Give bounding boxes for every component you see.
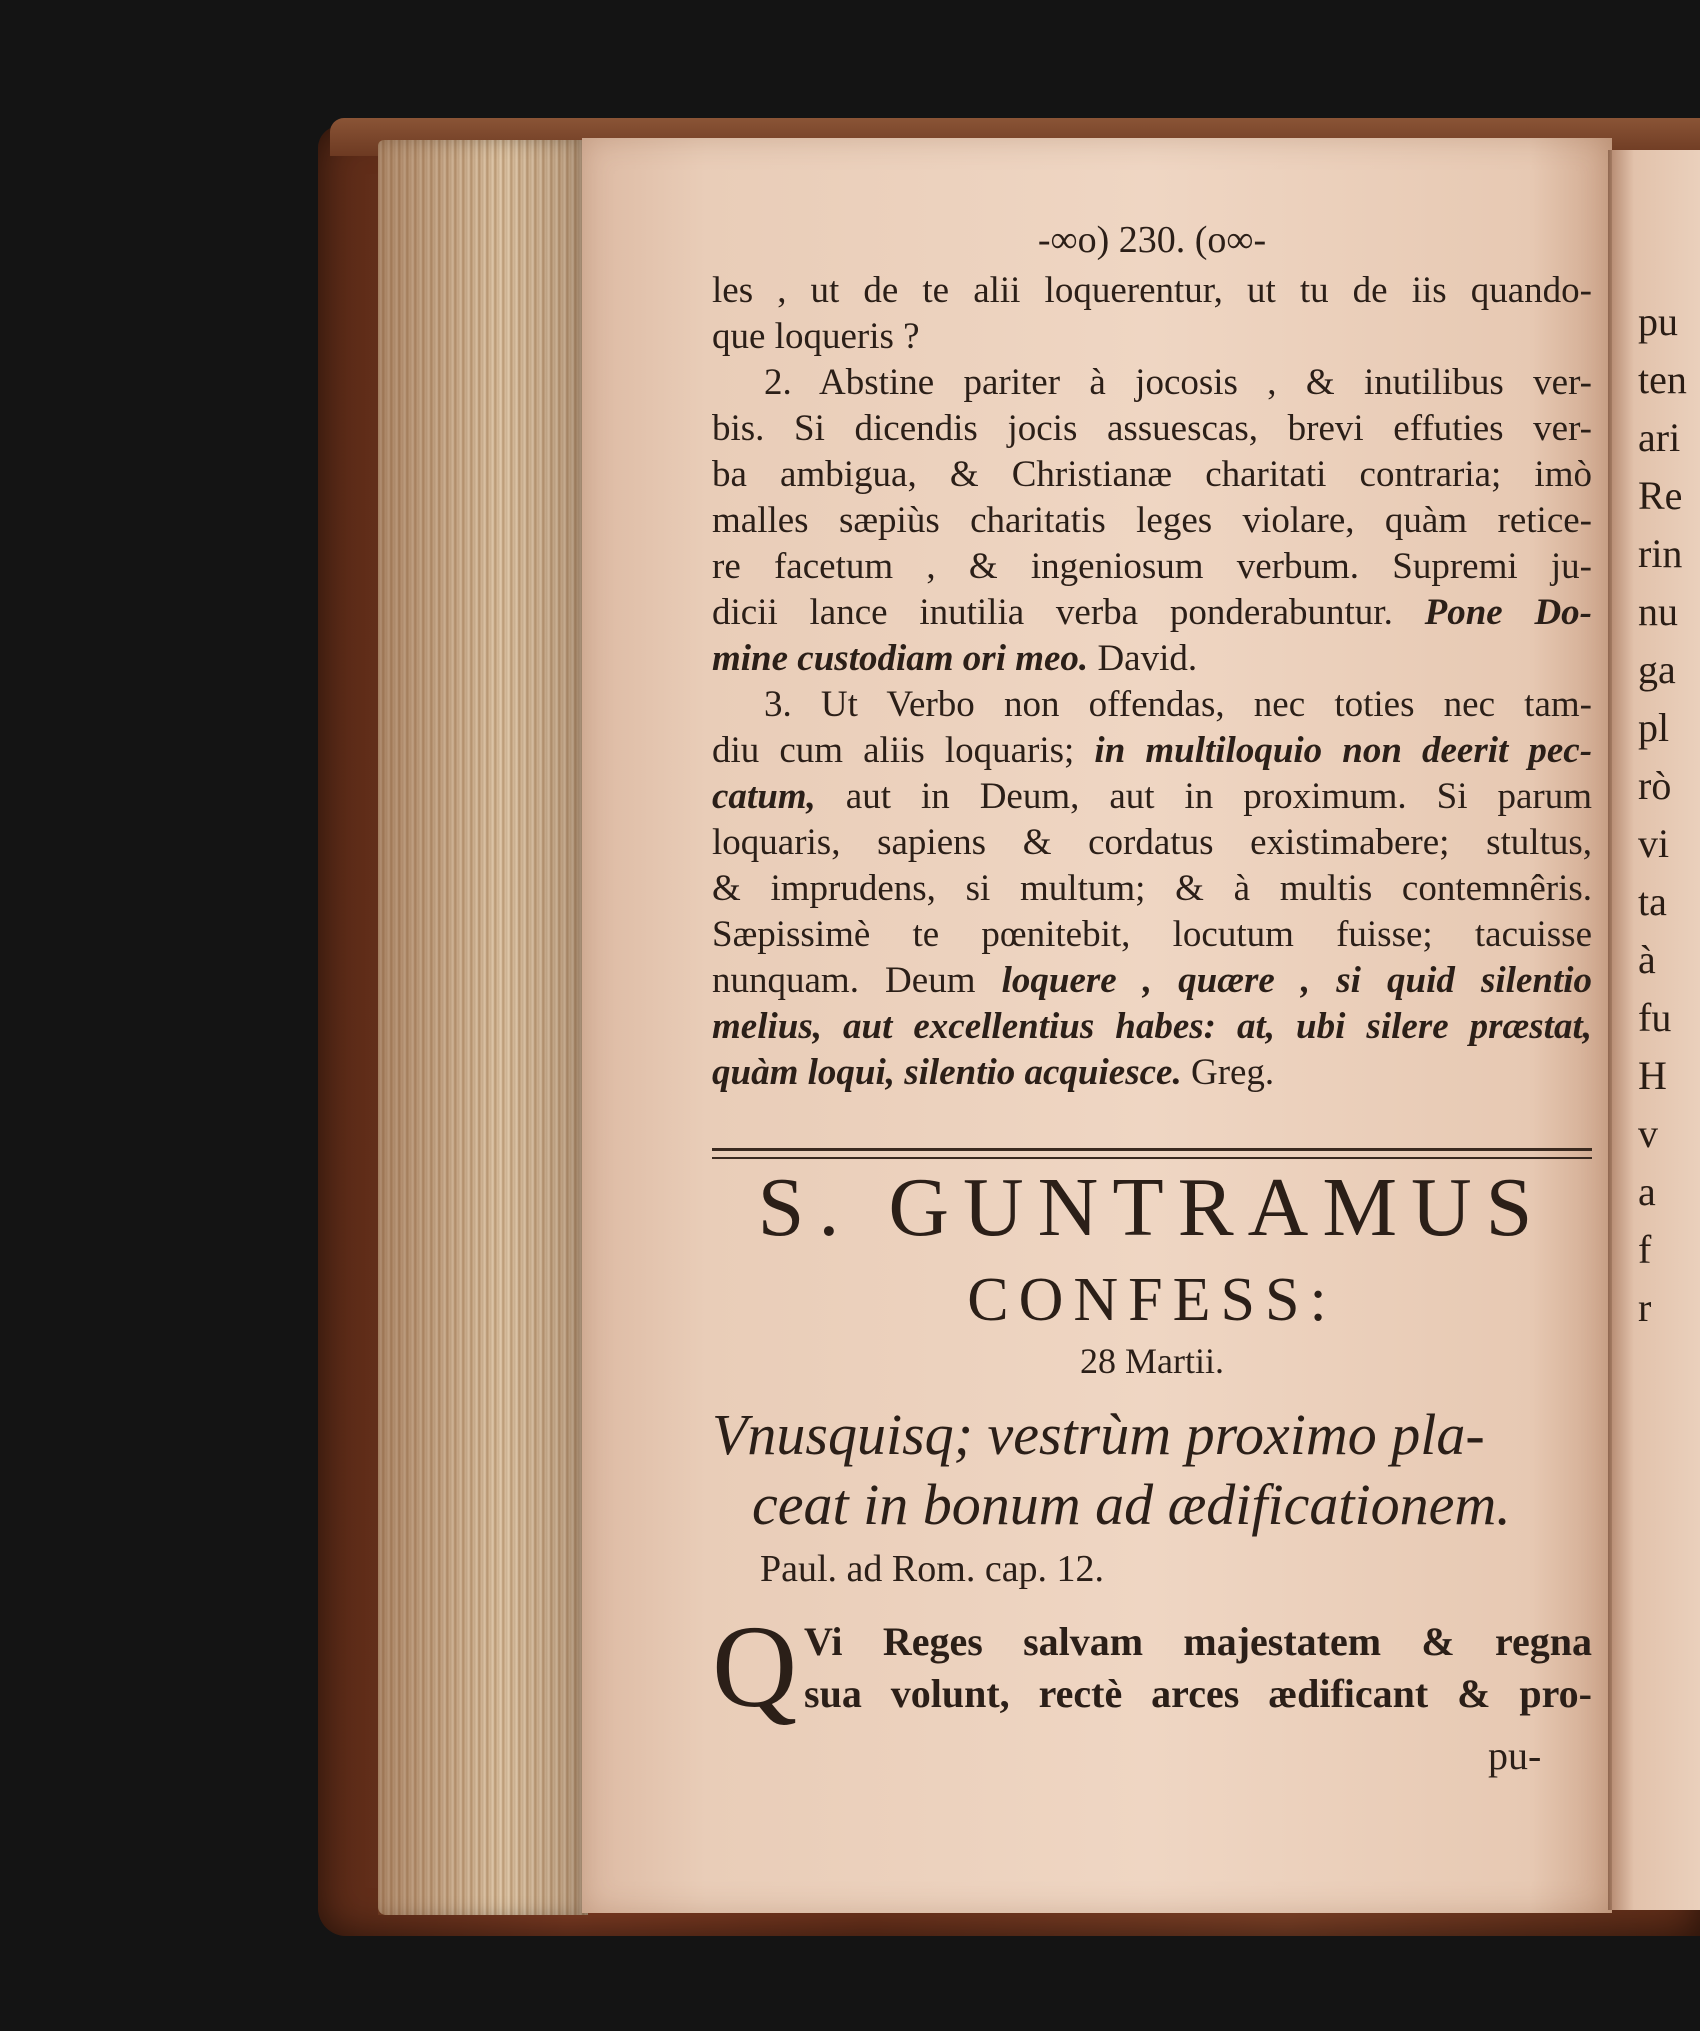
- scripture-italic: catum,: [712, 776, 816, 817]
- epigraph-line: Vnusquisq; vestrùm proximo pla-: [712, 1402, 1485, 1467]
- text-line: 3. Ut Verbo non offendas, nec toties nec tam-: [764, 684, 1592, 725]
- text-line-segment: diu cum aliis loquaris;: [712, 730, 1075, 771]
- text-line: ba ambigua, & Christianæ charitati contraria; imò: [712, 454, 1592, 495]
- text-line-segment: dicii lance inutilia verba ponderabuntur.: [712, 592, 1393, 633]
- text-line: loquaris, sapiens & cordatus existimabere; stultus,: [712, 822, 1592, 863]
- body-line: Vi Reges salvam majestatem & regna: [804, 1619, 1592, 1664]
- text-line: 2. Abstine pariter à jocosis , & inutilibus ver-: [764, 362, 1592, 403]
- text-line: [712, 774, 1592, 820]
- scripture-italic: in multiloquio non deerit pec-: [1094, 730, 1593, 771]
- facing-page-fragment: ta: [1638, 879, 1667, 924]
- facing-page-fragment: fu: [1638, 995, 1672, 1040]
- text-line: que loqueris ?: [712, 316, 920, 357]
- epigraph-reference: Paul. ad Rom. cap. 12.: [760, 1548, 1105, 1590]
- facing-page-fragment: H: [1638, 1053, 1667, 1098]
- citation: David.: [1097, 638, 1198, 679]
- catchword: pu-: [1488, 1733, 1542, 1778]
- section-subtitle: CONFESS:: [967, 1266, 1337, 1334]
- body-line: sua volunt, rectè arces ædificant & pro-: [804, 1671, 1592, 1716]
- facing-page-fragment: pu: [1638, 299, 1678, 344]
- text-line: Sæpissimè te pœnitebit, locutum fuisse; tacuisse: [712, 914, 1592, 955]
- facing-page-fragment: vi: [1638, 821, 1670, 866]
- scripture-italic: melius, aut excellentius habes: at, ubi silere præstat,: [712, 1006, 1592, 1047]
- epigraph-line: ceat in bonum ad ædificationem.: [752, 1472, 1511, 1537]
- citation: Greg.: [1190, 1052, 1275, 1093]
- facing-page-fragment: rin: [1638, 531, 1683, 576]
- facing-page-fragment: a: [1638, 1169, 1656, 1214]
- text-line: [712, 636, 1592, 682]
- scripture-italic: mine custodiam ori meo.: [712, 638, 1089, 679]
- text-line-segment: aut in Deum, aut in proximum. Si parum: [845, 776, 1592, 817]
- book-page-right: [1612, 150, 1700, 1910]
- scripture-italic: quàm loqui, silentio acquiesce.: [712, 1052, 1182, 1093]
- text-line: [712, 590, 1592, 636]
- facing-page-fragment: v: [1638, 1111, 1658, 1156]
- text-line: [712, 1004, 1592, 1050]
- text-line: [712, 958, 1592, 1004]
- scripture-italic: Pone Do-: [1424, 592, 1592, 633]
- facing-page-fragment: à: [1638, 937, 1656, 982]
- facing-page-fragment: f: [1638, 1227, 1652, 1272]
- text-line: [712, 728, 1592, 774]
- facing-page-fragment: ten: [1638, 357, 1687, 402]
- text-line: bis. Si dicendis jocis assuescas, brevi effuties ver-: [712, 408, 1592, 449]
- section-title: S. GUNTRAMUS: [757, 1161, 1547, 1254]
- text-line: [712, 1050, 1592, 1096]
- text-line-segment: nunquam. Deum: [712, 960, 976, 1001]
- facing-page-fragment: Re: [1638, 473, 1683, 518]
- feast-date: 28 Martii.: [1080, 1341, 1224, 1381]
- text-line: re facetum , & ingeniosum verbum. Supremi ju-: [712, 546, 1592, 587]
- facing-page-fragment: nu: [1638, 589, 1678, 634]
- facing-page-fragment: pl: [1638, 705, 1670, 750]
- text-line: les , ut de te alii loquerentur, ut tu de iis quando-: [712, 270, 1592, 311]
- facing-page-fragment: rò: [1638, 763, 1672, 808]
- facing-page-fragment: ga: [1638, 647, 1676, 692]
- facing-page-fragment: r: [1638, 1285, 1652, 1330]
- text-line: & imprudens, si multum; & à multis contemnêris.: [712, 868, 1592, 909]
- facing-page-fragment: ari: [1638, 415, 1681, 460]
- scripture-italic: loquere , quære , si quid silentio: [1001, 960, 1593, 1001]
- page-header: -∞o) 230. (o∞-: [1037, 219, 1267, 261]
- drop-cap: Q: [712, 1601, 798, 1732]
- text-line: malles sæpiùs charitatis leges violare, quàm retice-: [712, 500, 1592, 541]
- page-edges-shade: [378, 140, 588, 1915]
